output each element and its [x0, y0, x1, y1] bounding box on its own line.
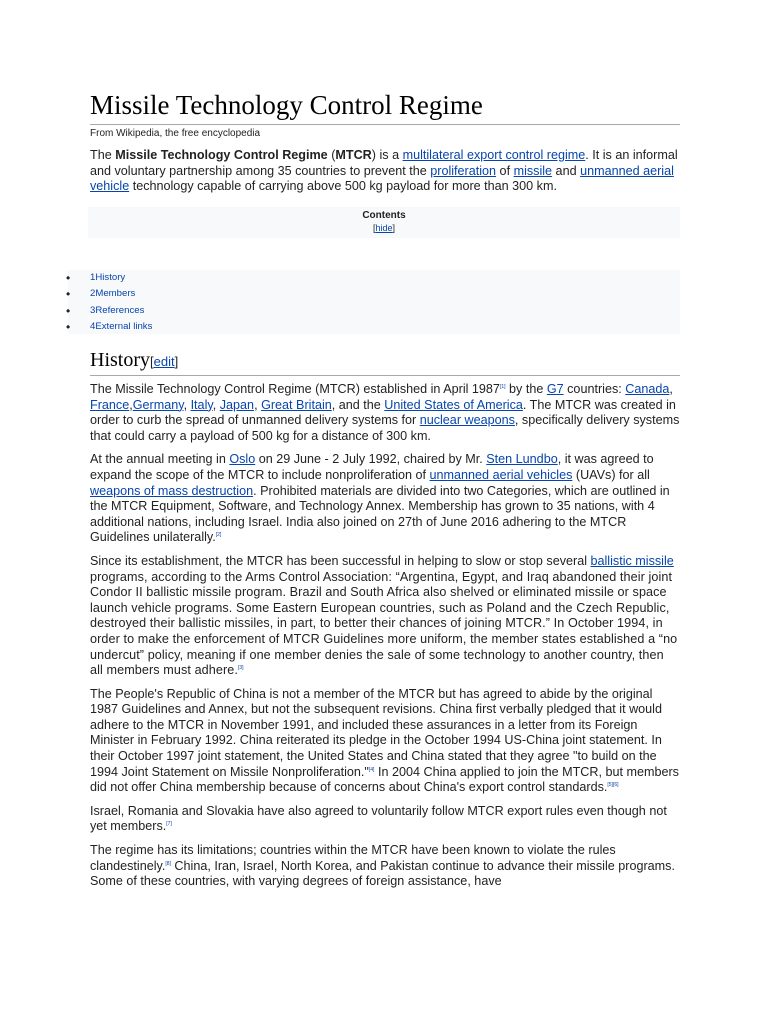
toc-header	[88, 207, 680, 238]
toc-list	[68, 270, 680, 334]
citation-ref[interactable]: [1]	[499, 383, 506, 390]
citation-ref[interactable]: [8]	[165, 860, 171, 867]
toc-hide-link[interactable]: hide	[375, 222, 393, 233]
link-multilateral-export-control-regime[interactable]: multilateral export control regime	[402, 148, 586, 162]
edit-section-link[interactable]: [edit]	[150, 354, 179, 369]
link-oslo[interactable]: Oslo	[229, 452, 256, 467]
citation-ref[interactable]: [7]	[166, 821, 172, 828]
tagline: From Wikipedia, the free encyclopedia	[90, 128, 261, 139]
history-paragraph-3: Since its establishment, the MTCR has been successful in helping to slow or stop several ballistic missile programs, according to the Arms Control Association: “Argentina, Egypt, and Iraq abandoned their joint Condor II ballistic missile program. Brazil and South Africa also shelved or eliminated missile or space launch vehicle programs. Some Eastern European countries, such as Poland and the Czech Republic, destroyed their ballistic missiles, in part, to better their chances of joining MTCR.” In October 1994, in order to make the enforcement of MTCR Guidelines more uniform, the member states established a “no undercut” policy, meaning if one member denies the sale of some technology to another country, then all members must adhere.[3]	[90, 553, 678, 678]
toc-link-members[interactable]: Members	[95, 288, 136, 300]
toc-hide-toggle[interactable]: [hide]	[372, 222, 396, 233]
toc-link-external-links[interactable]: External links	[95, 321, 153, 333]
citation-ref[interactable]: [4]	[368, 766, 375, 773]
citation-ref[interactable]: [2]	[215, 532, 222, 539]
toc-link-references[interactable]: References	[95, 304, 145, 316]
citation-ref[interactable]: [5][6]	[607, 782, 619, 789]
history-paragraph-4: The People's Republic of China is not a member of the MTCR but has agreed to abide by the original 1987 Guidelines and Annex, but not the subsequent revisions. China first verbally pledged that it would adhere to the MTCR in November 1991, and included these assurances in a letter from its Foreign Minister in February 1992. China reiterated its pledge in the October 1994 US-China joint statement. In their October 1997 joint statement, the United States and China stated that they agree "to build on the 1994 Joint Statement on Missile Nonproliferation."[4] In 2004 China applied to join the MTCR, but members did not offer China membership because of concerns about China's export control standards.[5][6]	[90, 686, 679, 795]
bullet-icon: •	[66, 287, 71, 302]
intro-paragraph: The Missile Technology Control Regime (MTCR) is a multilateral export control regime. It is an informal and voluntary partnership among 35 countries to prevent the proliferation of missile and unmanned aerial vehicle technology capable of carrying above 500 kg payload for more than 300 km.	[90, 148, 678, 194]
link-france[interactable]: France	[90, 397, 130, 412]
toc-item-history[interactable]: • 1History	[66, 271, 126, 285]
bullet-icon: •	[66, 271, 71, 285]
article	[90, 88, 680, 238]
link-sten-lundbo[interactable]: Sten Lundbo	[486, 452, 558, 467]
link-italy[interactable]: Italy	[190, 397, 213, 412]
link-ballistic-missile[interactable]: ballistic missile	[590, 553, 674, 568]
history-paragraph-6: The regime has its limitations; countries within the MTCR have been known to violate the rules clandestinely.[8] China, Iran, Israel, North Korea, and Pakistan continue to advance their missile programs. Some of these countries, with varying degrees of foreign assistance, have	[90, 843, 675, 889]
history-paragraph-1: The Missile Technology Control Regime (MTCR) established in April 1987[1] by the G7 countries: Canada, France,Germany, Italy, Japan, Great Britain, and the United States of America. The MTCR was created in order to curb the spread of unmanned delivery systems for nuclear weapons, specifically delivery systems that could carry a payload of 500 kg for a distance of 300 km.	[90, 382, 680, 443]
bullet-icon: •	[66, 303, 71, 318]
link-g7[interactable]: G7	[546, 382, 564, 396]
link-missile[interactable]: missile	[513, 163, 553, 178]
link-unmanned-aerial-vehicle[interactable]: unmanned aerial vehicle	[90, 163, 674, 194]
link-unmanned-aerial-vehicles[interactable]: unmanned aerial vehicles	[429, 467, 573, 482]
toc-item-members[interactable]: • 2Members	[66, 287, 136, 302]
link-germany[interactable]: Germany	[132, 397, 184, 412]
history-paragraph-5: Israel, Romania and Slovakia have also agreed to voluntarily follow MTCR export rules even though not yet members.[7]	[90, 803, 667, 834]
link-great-britain[interactable]: Great Britain	[261, 397, 332, 412]
link-canada[interactable]: Canada	[625, 382, 670, 396]
link-united-states[interactable]: United States of America	[384, 397, 523, 412]
link-weapons-of-mass-destruction[interactable]: weapons of mass destruction	[90, 483, 254, 498]
history-section	[90, 348, 680, 898]
bullet-icon: •	[66, 320, 71, 335]
bold-term: Missile Technology Control Regime	[115, 148, 328, 162]
toc-title: Contents	[362, 209, 406, 221]
toc-item-external-links[interactable]: • 4External links	[66, 320, 153, 335]
section-heading-history: History[edit]	[90, 348, 680, 376]
bold-abbrev: MTCR	[335, 148, 372, 162]
link-nuclear-weapons[interactable]: nuclear weapons	[419, 413, 515, 428]
link-japan[interactable]: Japan	[219, 397, 255, 412]
page-title: Missile Technology Control Regime	[90, 88, 680, 125]
link-proliferation[interactable]: proliferation	[430, 163, 497, 178]
citation-ref[interactable]: [3]	[237, 664, 244, 671]
toc-item-references[interactable]: • 3References	[66, 303, 145, 318]
edit-link[interactable]: edit	[153, 354, 175, 369]
history-paragraph-2: At the annual meeting in Oslo on 29 June - 2 July 1992, chaired by Mr. Sten Lundbo, it was agreed to expand the scope of the MTCR to include nonproliferation of unmanned aerial vehicles (UAVs) for all weapons of mass destruction. Prohibited materials are divided into two Categories, which are outlined in the MTCR Equipment, Software, and Technology Annex. Membership has grown to 35 nations, with 4 additional nations, including Israel. India also joined on 27th of June 2016 adhering to the MTCR Guidelines unilaterally.[2]	[90, 452, 670, 545]
toc-link-history[interactable]: History	[95, 272, 126, 283]
